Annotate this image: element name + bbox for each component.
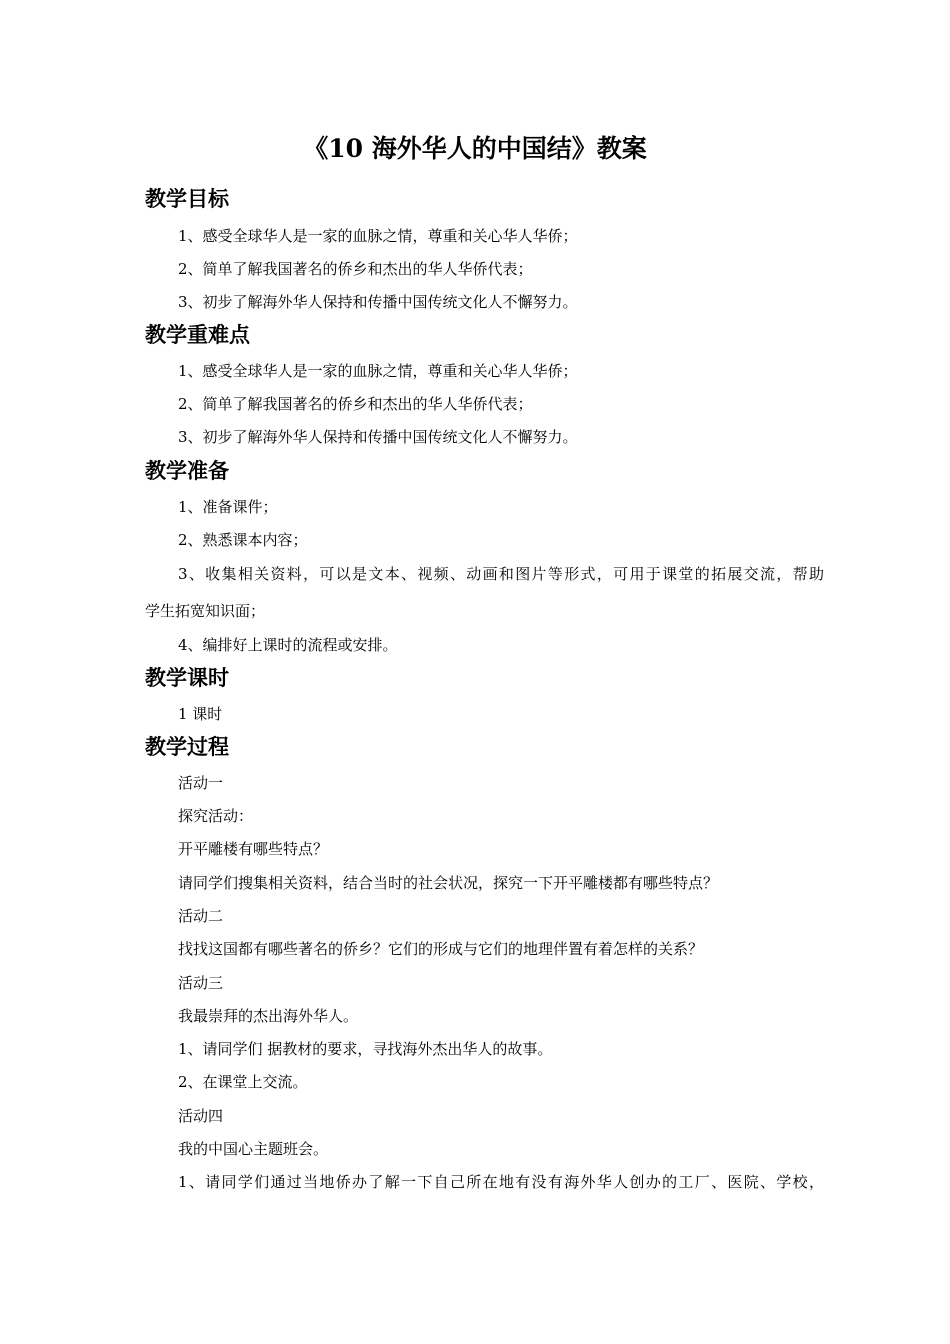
paragraph: 请同学们搜集相关资料，结合当时的社会状况，探究一下开平雕楼都有哪些特点？	[178, 874, 719, 892]
paragraph: 3、收集相关资料，可以是文本、视频、动画和图片等形式，可用于课堂的拓展交流，帮助	[178, 565, 824, 583]
section-heading-class-hours: 教学课时	[145, 665, 229, 690]
section-heading-key-points: 教学重难点	[145, 322, 250, 347]
paragraph: 1、请同学们通过当地侨办了解一下自己所在地有没有海外华人创办的工厂、医院、学校，	[178, 1173, 824, 1191]
paragraph: 2、在课堂上交流。	[178, 1073, 308, 1091]
paragraph: 3、初步了解海外华人保持和传播中国传统文化人不懈努力。	[178, 428, 578, 446]
paragraph: 探究活动：	[178, 807, 254, 825]
paragraph: 活动三	[178, 974, 224, 992]
section-heading-process: 教学过程	[145, 734, 229, 759]
paragraph: 2、简单了解我国著名的侨乡和杰出的华人华侨代表；	[178, 395, 533, 413]
paragraph: 我的中国心主题班会。	[178, 1140, 329, 1158]
paragraph: 活动一	[178, 774, 224, 792]
paragraph: 找找这国都有哪些著名的侨乡？它们的形成与它们的地理伴置有着怎样的关系？	[178, 940, 704, 958]
paragraph: 我最崇拜的杰出海外华人。	[178, 1007, 359, 1025]
paragraph: 1、请同学们 据教材的要求，寻找海外杰出华人的故事。	[178, 1040, 553, 1058]
paragraph: 1、感受全球华人是一家的血脉之情，尊重和关心华人华侨；	[178, 362, 578, 380]
document-title: 《10 海外华人的中国结》教案	[303, 134, 647, 163]
paragraph: 1、准备课件；	[178, 498, 278, 516]
paragraph: 开平雕楼有哪些特点？	[178, 840, 329, 858]
paragraph: 1、感受全球华人是一家的血脉之情，尊重和关心华人华侨；	[178, 227, 578, 245]
paragraph: 3、初步了解海外华人保持和传播中国传统文化人不懈努力。	[178, 293, 578, 311]
paragraph: 学生拓宽知识面；	[145, 602, 266, 620]
paragraph: 4、编排好上课时的流程或安排。	[178, 636, 398, 654]
section-heading-preparation: 教学准备	[145, 458, 229, 483]
paragraph: 2、简单了解我国著名的侨乡和杰出的华人华侨代表；	[178, 260, 533, 278]
paragraph: 2、熟悉课本内容；	[178, 531, 308, 549]
paragraph: 活动二	[178, 907, 224, 925]
paragraph: 活动四	[178, 1107, 224, 1125]
section-heading-objectives: 教学目标	[145, 186, 229, 211]
paragraph: 1 课时	[178, 705, 223, 723]
